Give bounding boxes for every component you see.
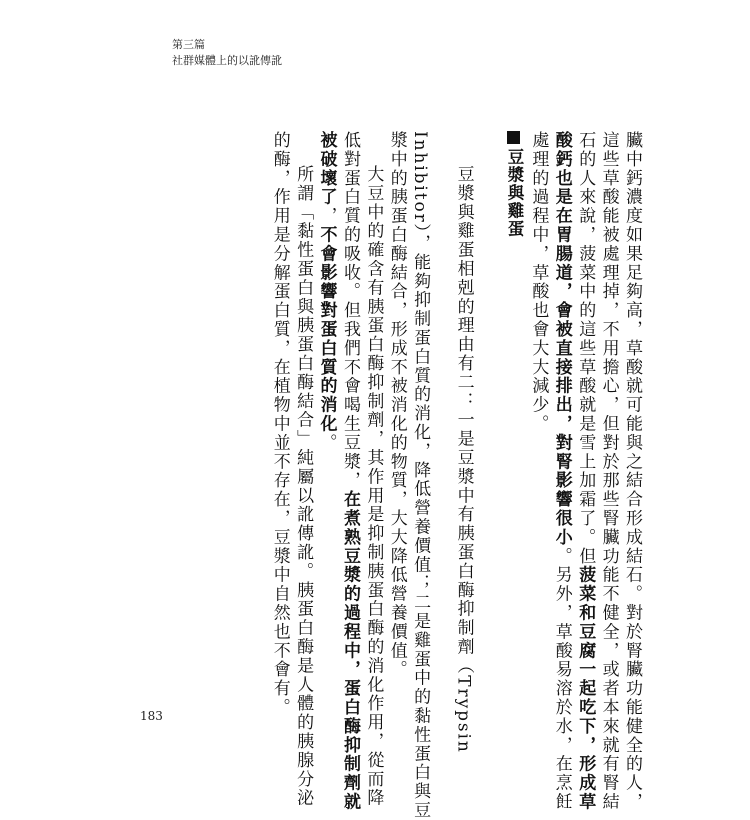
emphasis-text: 酸鈣也是在胃腸道，會被直接排出，對腎影響很小 — [551, 131, 572, 547]
text-line: 酸鈣也是在胃腸道，會被直接排出，對腎影響很小。另外，草酸易溶於水，在烹飪 — [551, 131, 572, 812]
part-label: 第三篇 — [172, 38, 205, 51]
text-line: 低對蛋白質的吸收。但我們不會喝生豆漿，在煮熟豆漿的過程中，蛋白酶抑制劑就 — [339, 131, 360, 812]
page-number: 183 — [140, 709, 163, 723]
text-line: 被破壞了，不會影響對蛋白質的消化。 — [316, 131, 337, 453]
emphasis-text: 在煮熟豆漿的過程中，蛋白酶抑制劑就 — [339, 490, 360, 812]
emphasis-text: 菠菜和豆腐一起吃下，形成草 — [575, 565, 596, 812]
text-line: 臟中鈣濃度如果足夠高，草酸就可能與之結合形成結石。對於腎臟功能健全的人， — [622, 131, 642, 812]
section-heading: 豆漿與雞蛋 — [503, 131, 526, 586]
text-line: 所謂「黏性蛋白與胰蛋白酶結合」純屬以訛傳訛。胰蛋白酶是人體的胰腺分泌 — [293, 165, 314, 808]
text-line: 漿中的胰蛋白酶結合，形成不被消化的物質，大大降低營養價值。 — [386, 131, 407, 680]
text-line: 這些草酸能被處理掉，不用擔心，但對於那些腎臟功能不健全，或者本來就有腎結 — [598, 131, 619, 812]
text-line: Inhibitor），能夠抑制蛋白質的消化，降低營養價值；二是雞蛋中的黏性蛋白與豆 — [410, 131, 431, 820]
square-bullet-icon — [507, 131, 520, 144]
vertical-text-block — [198, 131, 643, 820]
text-line: 大豆中的確含有胰蛋白酶抑制劑，其作用是抑制胰蛋白酶的消化作用，從而降 — [363, 165, 384, 808]
text-line: 石的人來說，菠菜中的這些草酸就是雪上加霜了。但菠菜和豆腐一起吃下，形成草 — [575, 131, 596, 812]
emphasis-text: 不會影響對蛋白質的消化 — [316, 225, 337, 434]
emphasis-text: 被破壞了 — [316, 131, 337, 207]
text-line: 豆漿與雞蛋相剋的理由有二：一是豆漿中有胰蛋白酶抑制劑（Trypsin — [453, 165, 474, 754]
text-line: 處理的過程中，草酸也會大大減少。 — [528, 131, 549, 434]
text-line: 的酶，作用是分解蛋白質，在植物中並不存在，豆漿中自然也不會有。 — [269, 131, 290, 717]
chapter-title: 社群媒體上的以訛傳訛 — [172, 54, 282, 67]
running-head — [172, 37, 282, 69]
